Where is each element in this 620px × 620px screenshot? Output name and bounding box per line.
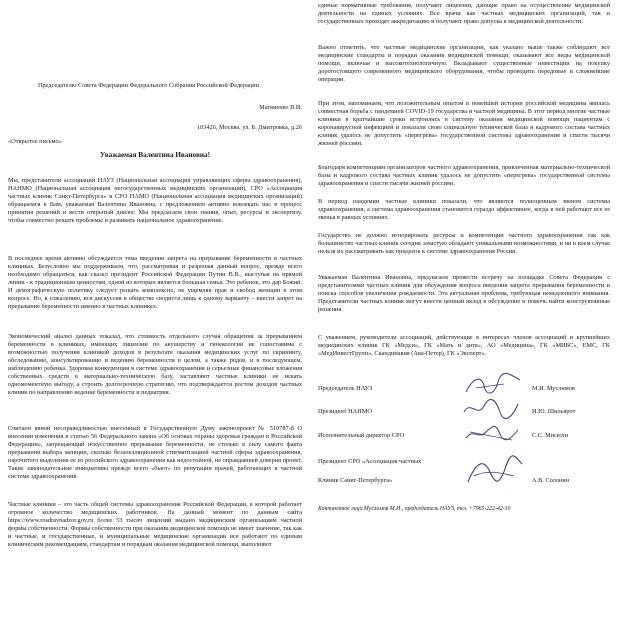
paragraph: В период пандемии частные клиники показали, что являются полноценным звеном системы здравоохранения, а система здравоохранения становится гораздо эффективнее, когда в ней работают все ее звенья в равных условиях. (318, 198, 610, 221)
contact-person: Контактное лицо Муслимов М.И., председатель НАУЗ, тел. +7965-222-42-10 (318, 506, 511, 512)
signatory-role: Президент НАНМО (318, 408, 372, 415)
paragraph: Считаем явной несправедливостью внесенный в Государственную Думу законопроект № 510787-8 О внесении изменения в статью 56 Федерального закона «Об основах охраны здоровья граждан в Российской Федерации», запрещающий искусственное прерывание беременности, не столько к силу самого факта прерывания выбора женщин, сколько безапелляционной стигматизацией частной сферы здравоохранения, нарочитого выделения ее из российского здравоохранения как недостойной, не оправдавшей доверия проект. Такие законодательные инициативы прежде всего «бьют» по репутации врачей, работающих в частной системе здравоохранения. (8, 425, 302, 480)
letter-type: «Открытое письмо» (8, 138, 62, 145)
signatory-name: А.В. Солонин (532, 477, 570, 484)
signatory-role: Клиник Санкт-Петербурга» (318, 477, 393, 484)
paragraph: С уважением, руководители ассоциаций, действующие в интересах членов ассоциаций и крупнейших медицинских клиник ГК «Медси», ГК «Мать и дитя», АО «Медицина», ГК «МИБС», ЕМС, ГК «МедИнвестГрупп», Скандинавия (Ава-Петер), ГК «Эксперт». (318, 334, 610, 357)
signatory-role: Исполнительный директор СРО (318, 432, 405, 439)
salutation: Уважаемая Валентина Ивановна! (100, 151, 210, 159)
paragraph: Государство не должно игнорировать ресурсы и компетенции частного здравоохранения так как большинство частных клиник сегодня зачастую обладают уникальными возможностями, и ни в коем случае нельзя их рассматривать как придаток к системе здравоохранения России. (318, 232, 610, 255)
paragraph: Экономический анализ данных показал, что стоимость отдельного случая обращения за прерыванием беременности в клиниках, имеющих лицензии по акушерству и гинекологии не сопоставима с возможностью получения клиникой доходов в результате оказания медицинских услуг по скринингу, обследованию, консультированию и ведению беременности в целом, а также родов, и в последующем, наблюдению ребенка. Здоровая конкуренция в системе здравоохранения и серьезные финансовые вложения собственных средств в материально-техническую базу, заставляют частные клиники не искать одномоментную выгоду, а строить долгосрочную стратегию, что подтверждается ростом доходов частных клиник по направлению ведение беременности и педиатрия. (8, 333, 302, 396)
paragraph: единые нормативные требования, получают лицензии, дающие право на осуществление медицинской деятельности на единых условиях. Все врачи как частных медицинских организаций, так и государственных проходят аккредитацию и получают право допуска к медицинской деятельности. (318, 2, 610, 25)
paragraph: Благодаря компетенциям организаторов частного здравоохранения, привлеченная материально-технической базы и кадрового состава частных клиник удалось не допустить «перегрева» государственной системы здравоохранения и спасти тысячи жизней россиян. (318, 164, 610, 187)
signatory-role: Президент СРО «Ассоциация частных (318, 458, 422, 465)
signatory-name: С.С. Мисюли (532, 432, 568, 439)
signatory-role: Председатель НАУЗ (318, 385, 373, 392)
paragraph: Уважаемая Валентина Ивановна, предлагаем провести встречу на площадке Совета Федерации с представителями частных клиник для обсуждения вопроса введения запрета прерывания беременности и поиска способов увеличения рождаемости. Эта актуальная проблема, требующая немедленного внимания. Представители частных клиник могут внести ценный вклад в обсуждение и помочь найти конструктивные решения. (318, 274, 610, 313)
signatory-name: М.И. Муслимов (532, 385, 575, 392)
paragraph: Важно отметить, что частные медицинские организации, как указано выше также соблюдают все медицинские стандарты и порядки оказания медицинской помощи, оказывают все виды медицинской помощи, включая и высокотехнологичную. Вкладывают существенные инвестиции на покупку дорогостоящего современного медицинского оборудования, чтобы проводить передовые и сложнейшие операции. (318, 44, 610, 83)
signature-icon (464, 422, 520, 444)
paragraph: Мы, представители ассоциаций НАУЗ (Национальная ассоциация управляющих сферы здравоохранения), НАНМО (Национальная ассоциация негосударственных медицинских организаций), СРО «Ассоциация частных клиник Санкт-Петербурга» и СРО НАМО (Национальная ассоциация медицинских организаций) обращаемся к Вам, уважаемая Валентина Ивановна, с предложением активно вовлекать нас в процесс принятия решений и вести открытый диалог. Мы предлагаем свои знания, опыт, ресурсы и экспертизу, чтобы совместно решать проблемы и развивать национальное здравоохранение. (8, 177, 302, 224)
left-column (4, 0, 306, 620)
addressee-name: Матвиенко В.И. (259, 104, 302, 111)
right-column (314, 0, 614, 620)
paragraph: При этом, напоминаем, что положительным опытом в новейшей истории российской медицины явилась совместная борьба с пандемией COVID-19 государства и частной медицины. В этот период многие частные клиники в кратчайшие сроки встроились в систему оказания медицинской помощи пациентам с коронавирусной инфекцией и показали свою социальную технической базы и кадрового состава частных клиник удалось не допустить «перегрева» государственной системы здравоохранения и спасти тысячи жизней россиян. (318, 100, 610, 147)
address: 103426, Москва, ул. Б. Дмитровка, д.26 (196, 124, 302, 131)
paragraph: В последнее время активно обсуждается тема введения запрета на прерывание беременности в частных клиниках. Безусловно мы поддерживаем, что, рассматривая и разрешая данный вопрос, прежде всего необходимо обращаться, как сказал президент Российской Федерации Путин В.В., выступая на прямой линии - к традиционным ценностям, одной из которых является большая семья. Это ребенок, это дар Божий. И демографическую политику следует решать комплексно, не ущемляя прав и свобод женщин в этом вопросе. Но, к сожалению, вся дискуссия в обществе сводится лишь к одному варианту – ввести запрет на прерывание беременности именно в частных клиниках. (8, 255, 302, 310)
signature-icon (464, 454, 524, 488)
signatory-name: И.Ю. Шильярот (532, 408, 576, 415)
signature-icon (462, 398, 520, 420)
addressee: Председателю Совета Федерации Федерального Собрания Российской Федерации (38, 82, 260, 89)
signature-icon (464, 372, 524, 398)
paragraph: Частные клиники – это часть общей системы здравоохранения Российской Федерации, в которой работает огромное количество медицинских работников. На данный момент по данным сайта https://www.rosdravnadzor.gov.ru более 53 тысяч лицензий выдано медицинским организациям частной формы собственности. Формы собственности при оказании медицинской помощи не имеет значение, так как и частные, и государственные, и муниципальные медицинские организации все работают по единым клиническим рекомендациям, стандартам и порядкам оказания медицинской помощи, выполняют (8, 501, 302, 548)
